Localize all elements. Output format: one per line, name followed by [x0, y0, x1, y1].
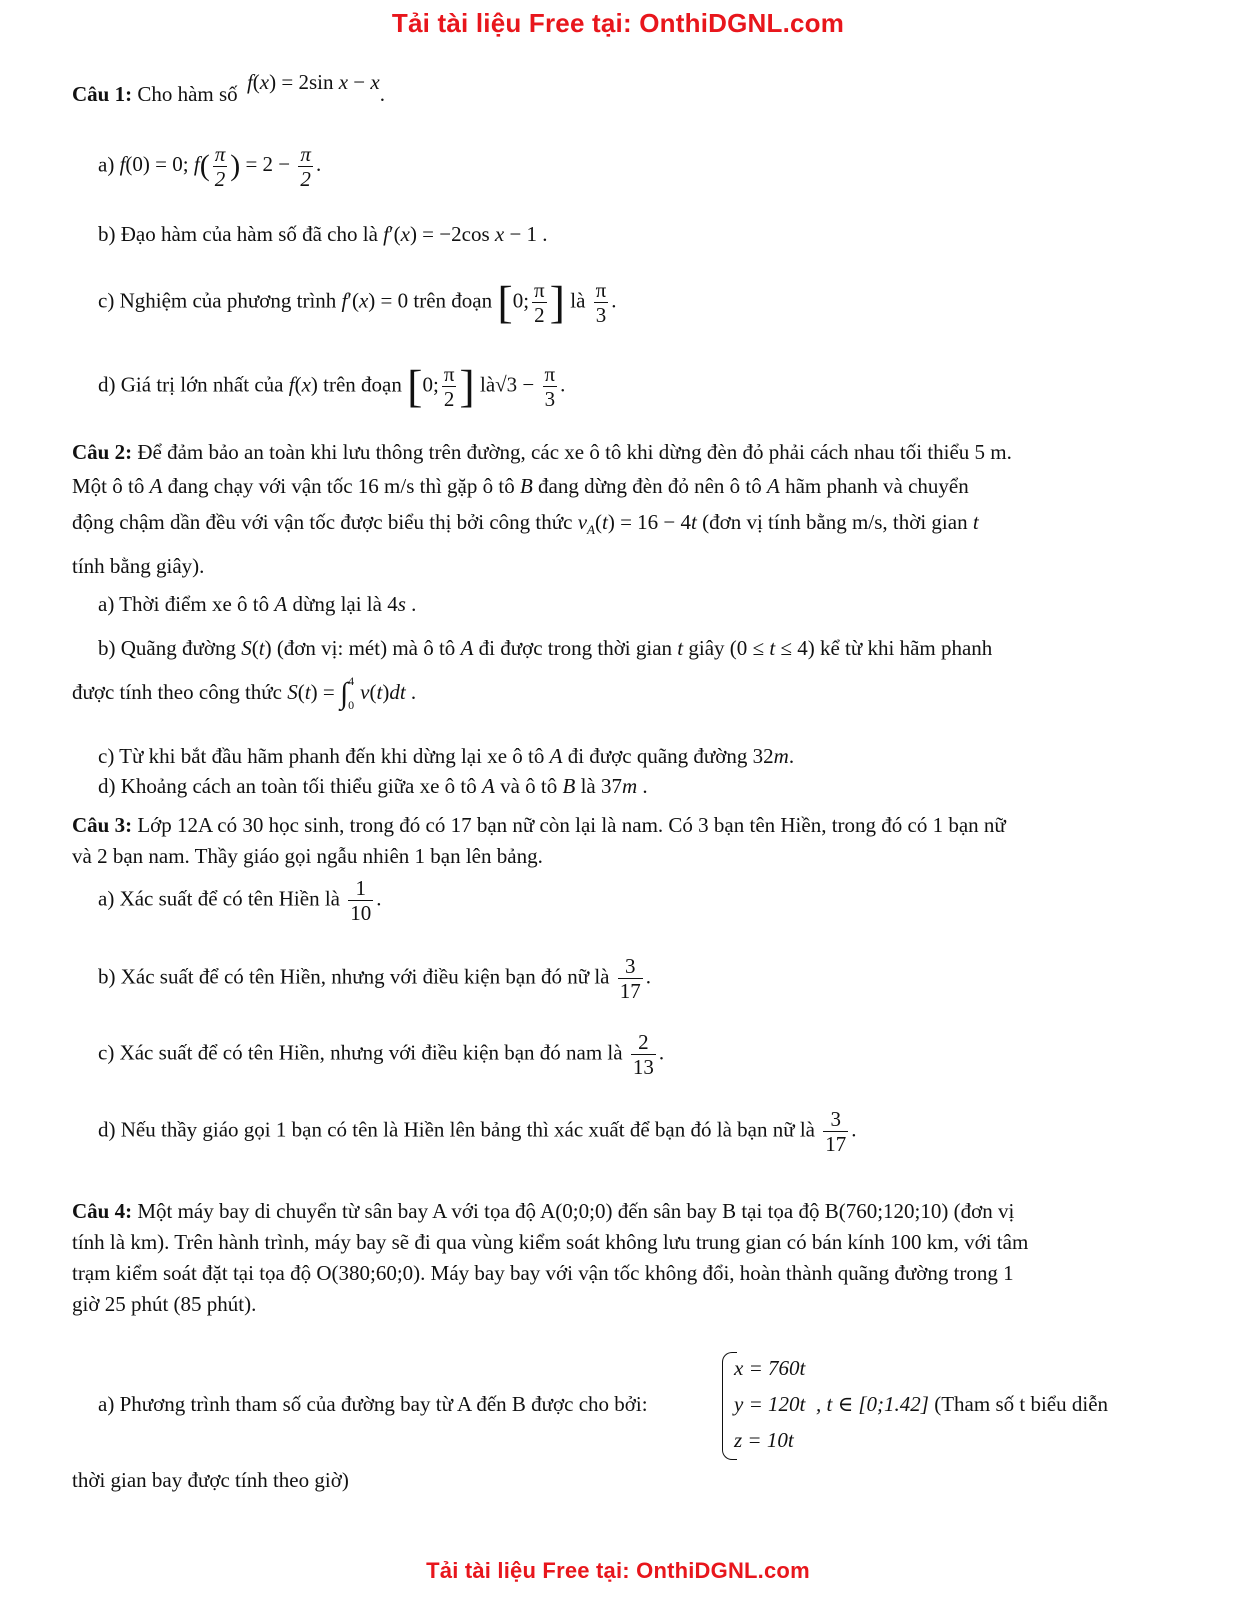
q1-b-formula: f′(x) = −2cos x − 1 .	[383, 222, 548, 246]
q2-label: Câu 2:	[72, 440, 133, 464]
header-banner[interactable]: Tải tài liệu Free tại: OnthiDGNL.com	[391, 8, 845, 38]
q2-p3b: (đơn vị tính bằng m/s, thời gian	[702, 510, 968, 534]
q3-c-text: c) Xác suất để có tên Hiền, nhưng với điều kiện bạn đó nam là	[98, 1040, 623, 1065]
q2-option-c: c) Từ khi bắt đầu hãm phanh đến khi dừng lại xe ô tô A đi được quãng đường 32m.	[98, 744, 795, 768]
q1-d-text2: trên đoạn	[323, 372, 402, 397]
q2-p2a: Một ô tô	[72, 474, 145, 498]
q4-range	[816, 1392, 1108, 1416]
q3-option-d: d) Nếu thầy giáo gọi 1 bạn có tên là Hiền lên bảng thì xác xuất để bạn đó là bạn nữ là $\frac{3}{17}$ .	[98, 1107, 857, 1156]
q3-b-fraction: $\frac{3}{17}$	[619, 954, 641, 1003]
q1-d-text3: là	[480, 372, 496, 397]
q3-option-c: c) Xác suất để có tên Hiền, nhưng với điều kiện bạn đó nam là $\frac{2}{13}$ .	[98, 1030, 665, 1079]
q2-d-text1: d) Khoảng cách an toàn tối thiểu giữa xe ô tô	[98, 774, 477, 798]
q1-option-d: d) Giá trị lớn nhất của f(x) trên đoạn [0; $\frac{\pi}{2}$ ] là√3 − $\frac{\pi}{3}$ .	[98, 360, 566, 412]
q3-option-b: b) Xác suất để có tên Hiền, nhưng với điều kiện bạn đó nữ là $\frac{3}{17}$ .	[98, 954, 651, 1003]
q1-c-answer: $\frac{\pi}{3}$	[595, 278, 607, 327]
q2-a-text1: a) Thời điểm xe ô tô	[98, 592, 270, 616]
q2-velocity-formula: $v_A(t) = 16 - 4t$	[577, 510, 697, 538]
q1-a-label: a)	[98, 152, 115, 177]
q2-b-text1: b) Quãng đường	[98, 636, 236, 660]
q4-p4: giờ 25 phút (85 phút).	[72, 1292, 257, 1316]
q3-p2: và 2 bạn nam. Thầy giáo gọi ngẫu nhiên 1 bạn lên bảng.	[72, 844, 543, 868]
q4-eq-x: x = 760t	[734, 1356, 806, 1380]
q2-p2d: hãm phanh và chuyển	[785, 474, 969, 498]
q3-a-text: a) Xác suất để có tên Hiền là	[98, 886, 340, 911]
q2-d-text3: là	[580, 774, 596, 798]
q2-paragraph: Câu 2: Để đảm bảo an toàn khi lưu thông trên đường, các xe ô tô khi dừng đèn đỏ phải cách nhau tối thiểu 5 m. Một ô tô A đang chạy với vận tốc 16 m/s thì gặp ô tô B đang dừng đèn đỏ nên ô tô A hãm phanh và chuyển động chậm dần đều với vận tốc được biểu thị bởi công thức $v_A(t) = 16 - 4t$ (đơn vị tính bằng m/s, thời gian t tính bằng giây).	[72, 436, 1164, 582]
q2-option-d: d) Khoảng cách an toàn tối thiểu giữa xe ô tô A và ô tô B là 37m .	[98, 774, 648, 798]
q2-b-text6: được tính theo công thức	[72, 680, 282, 704]
q2-p1: Để đảm bảo an toàn khi lưu thông trên đường, các xe ô tô khi dừng đèn đỏ phải cách nhau tối thiểu 5 m.	[137, 440, 1012, 464]
q4-option-a	[98, 1392, 648, 1416]
q2-p2c: đang dừng đèn đỏ nên ô tô	[538, 474, 762, 498]
q4-p3: trạm kiểm soát đặt tại tọa độ O(380;60;0). Máy bay bay với vận tốc không đổi, hoàn thành quãng đường trong 1	[72, 1261, 1014, 1285]
q4-eq-y: y = 120t	[734, 1392, 806, 1416]
q2-b-text4: giây (	[688, 636, 737, 660]
q2-b-text3: đi được trong thời gian	[478, 636, 673, 660]
q2-option-a: a) Thời điểm xe ô tô A dừng lại là 4s .	[98, 592, 417, 616]
q2-a-text2: dừng lại là	[292, 592, 382, 616]
q1-d-text1: Giá trị lớn nhất của	[120, 372, 284, 397]
q1-c-text1: Nghiệm của phương trình	[119, 288, 337, 313]
q2-b-text2: (đơn vị: mét) mà ô tô	[276, 636, 456, 660]
q2-option-b-formula	[72, 674, 417, 726]
q1-c-label: c)	[98, 288, 115, 313]
q4-a-cont: thời gian bay được tính theo giờ)	[72, 1468, 349, 1492]
q2-integral: S(t) = ∫$^4_0$v(t)dt .	[287, 674, 417, 712]
q2-p4: tính bằng giây).	[72, 554, 205, 579]
q2-c-text2: đi được quãng đường	[567, 744, 748, 768]
q2-p2b: đang chạy với vận tốc 16 m/s thì gặp ô tô	[167, 474, 515, 498]
q1-option-a	[98, 142, 321, 192]
q2-option-b: b) Quãng đường S(t) (đơn vị: mét) mà ô tô A đi được trong thời gian t giây (0 ≤ t ≤ 4) kể từ khi hãm phanh	[98, 636, 993, 660]
footer-banner[interactable]: Tải tài liệu Free tại: OnthiDGNL.com	[426, 1558, 810, 1583]
q3-d-text: d) Nếu thầy giáo gọi 1 bạn có tên là Hiền lên bảng thì xác xuất để bạn đó là bạn nữ là	[98, 1117, 815, 1142]
q3-paragraph	[72, 810, 1164, 872]
q1-c-equation: f′(x) = 0	[341, 288, 409, 313]
q3-d-fraction: $\frac{3}{17}$	[825, 1107, 847, 1156]
q2-d-text2: và ô tô	[500, 774, 558, 798]
q1-d-answer: √3 −	[495, 372, 540, 397]
q3-c-fraction: $\frac{2}{13}$	[632, 1030, 654, 1079]
q3-a-fraction: $\frac{1}{10}$	[350, 876, 372, 925]
q1-c-text2: trên đoạn	[413, 288, 493, 313]
q3-p1: Lớp 12A có 30 học sinh, trong đó có 17 bạn nữ còn lại là nam. Có 3 bạn tên Hiền, trong đó có 1 bạn nữ	[137, 813, 1006, 837]
q1-option-c: c) Nghiệm của phương trình f′(x) = 0 trên đoạn [0; $\frac{\pi}{2}$ ] là $\frac{\pi}{3}$ .	[98, 276, 617, 328]
q1-label: Câu 1:	[72, 82, 133, 106]
q1-b-label: b)	[98, 222, 116, 246]
q4-eq-z: z = 10t	[734, 1428, 794, 1452]
q2-p3a: động chậm dần đều với vận tốc được biểu thị bởi công thức	[72, 510, 573, 534]
q2-b-text5: ) kể từ khi hãm phanh	[807, 636, 993, 660]
q3-b-text: b) Xác suất để có tên Hiền, nhưng với điều kiện bạn đó nữ là	[98, 964, 610, 989]
q1-stem: Câu 1: Cho hàm số f(x) = 2sin x − x.	[72, 70, 385, 106]
q2-c-text1: c) Từ khi bắt đầu hãm phanh đến khi dừng lại xe ô tô	[98, 744, 545, 768]
q4-p1: Một máy bay di chuyển từ sân bay A với tọa độ A(0;0;0) đến sân bay B tại tọa độ B(760;120;10) (đơn vị	[137, 1199, 1015, 1223]
q1-stem-text: Cho hàm số	[137, 82, 238, 106]
q4-a-text: a) Phương trình tham số của đường bay từ A đến B được cho bởi:	[98, 1392, 648, 1416]
q1-d-label: d)	[98, 372, 116, 397]
q1-c-text3: là	[570, 288, 586, 313]
q4-paragraph	[72, 1196, 1164, 1320]
q1-option-b	[98, 222, 548, 246]
q1-b-text: Đạo hàm của hàm số đã cho là	[120, 222, 378, 246]
q4-label: Câu 4:	[72, 1199, 133, 1223]
q3-option-a: a) Xác suất để có tên Hiền là $\frac{1}{10}$ .	[98, 876, 382, 925]
q4-range-text: , t ∈ [0;1.42]	[816, 1392, 929, 1416]
q4-a-tail: (Tham số t biểu diễn	[934, 1392, 1109, 1416]
q4-p2: tính là km). Trên hành trình, máy bay sẽ đi qua vùng kiểm soát không lưu trung gian có bán kính 100 km, với tâm	[72, 1230, 1029, 1254]
q3-label: Câu 3:	[72, 813, 133, 837]
q1-function-formula: f(x) = 2sin x − x	[246, 70, 380, 94]
q1-d-fx: f(x)	[288, 372, 318, 397]
q1-a-formula: f(0) = 0; f( $\frac{\pi}{2}$ ) = 2 − $\frac{\pi}{2}$ .	[119, 142, 322, 191]
